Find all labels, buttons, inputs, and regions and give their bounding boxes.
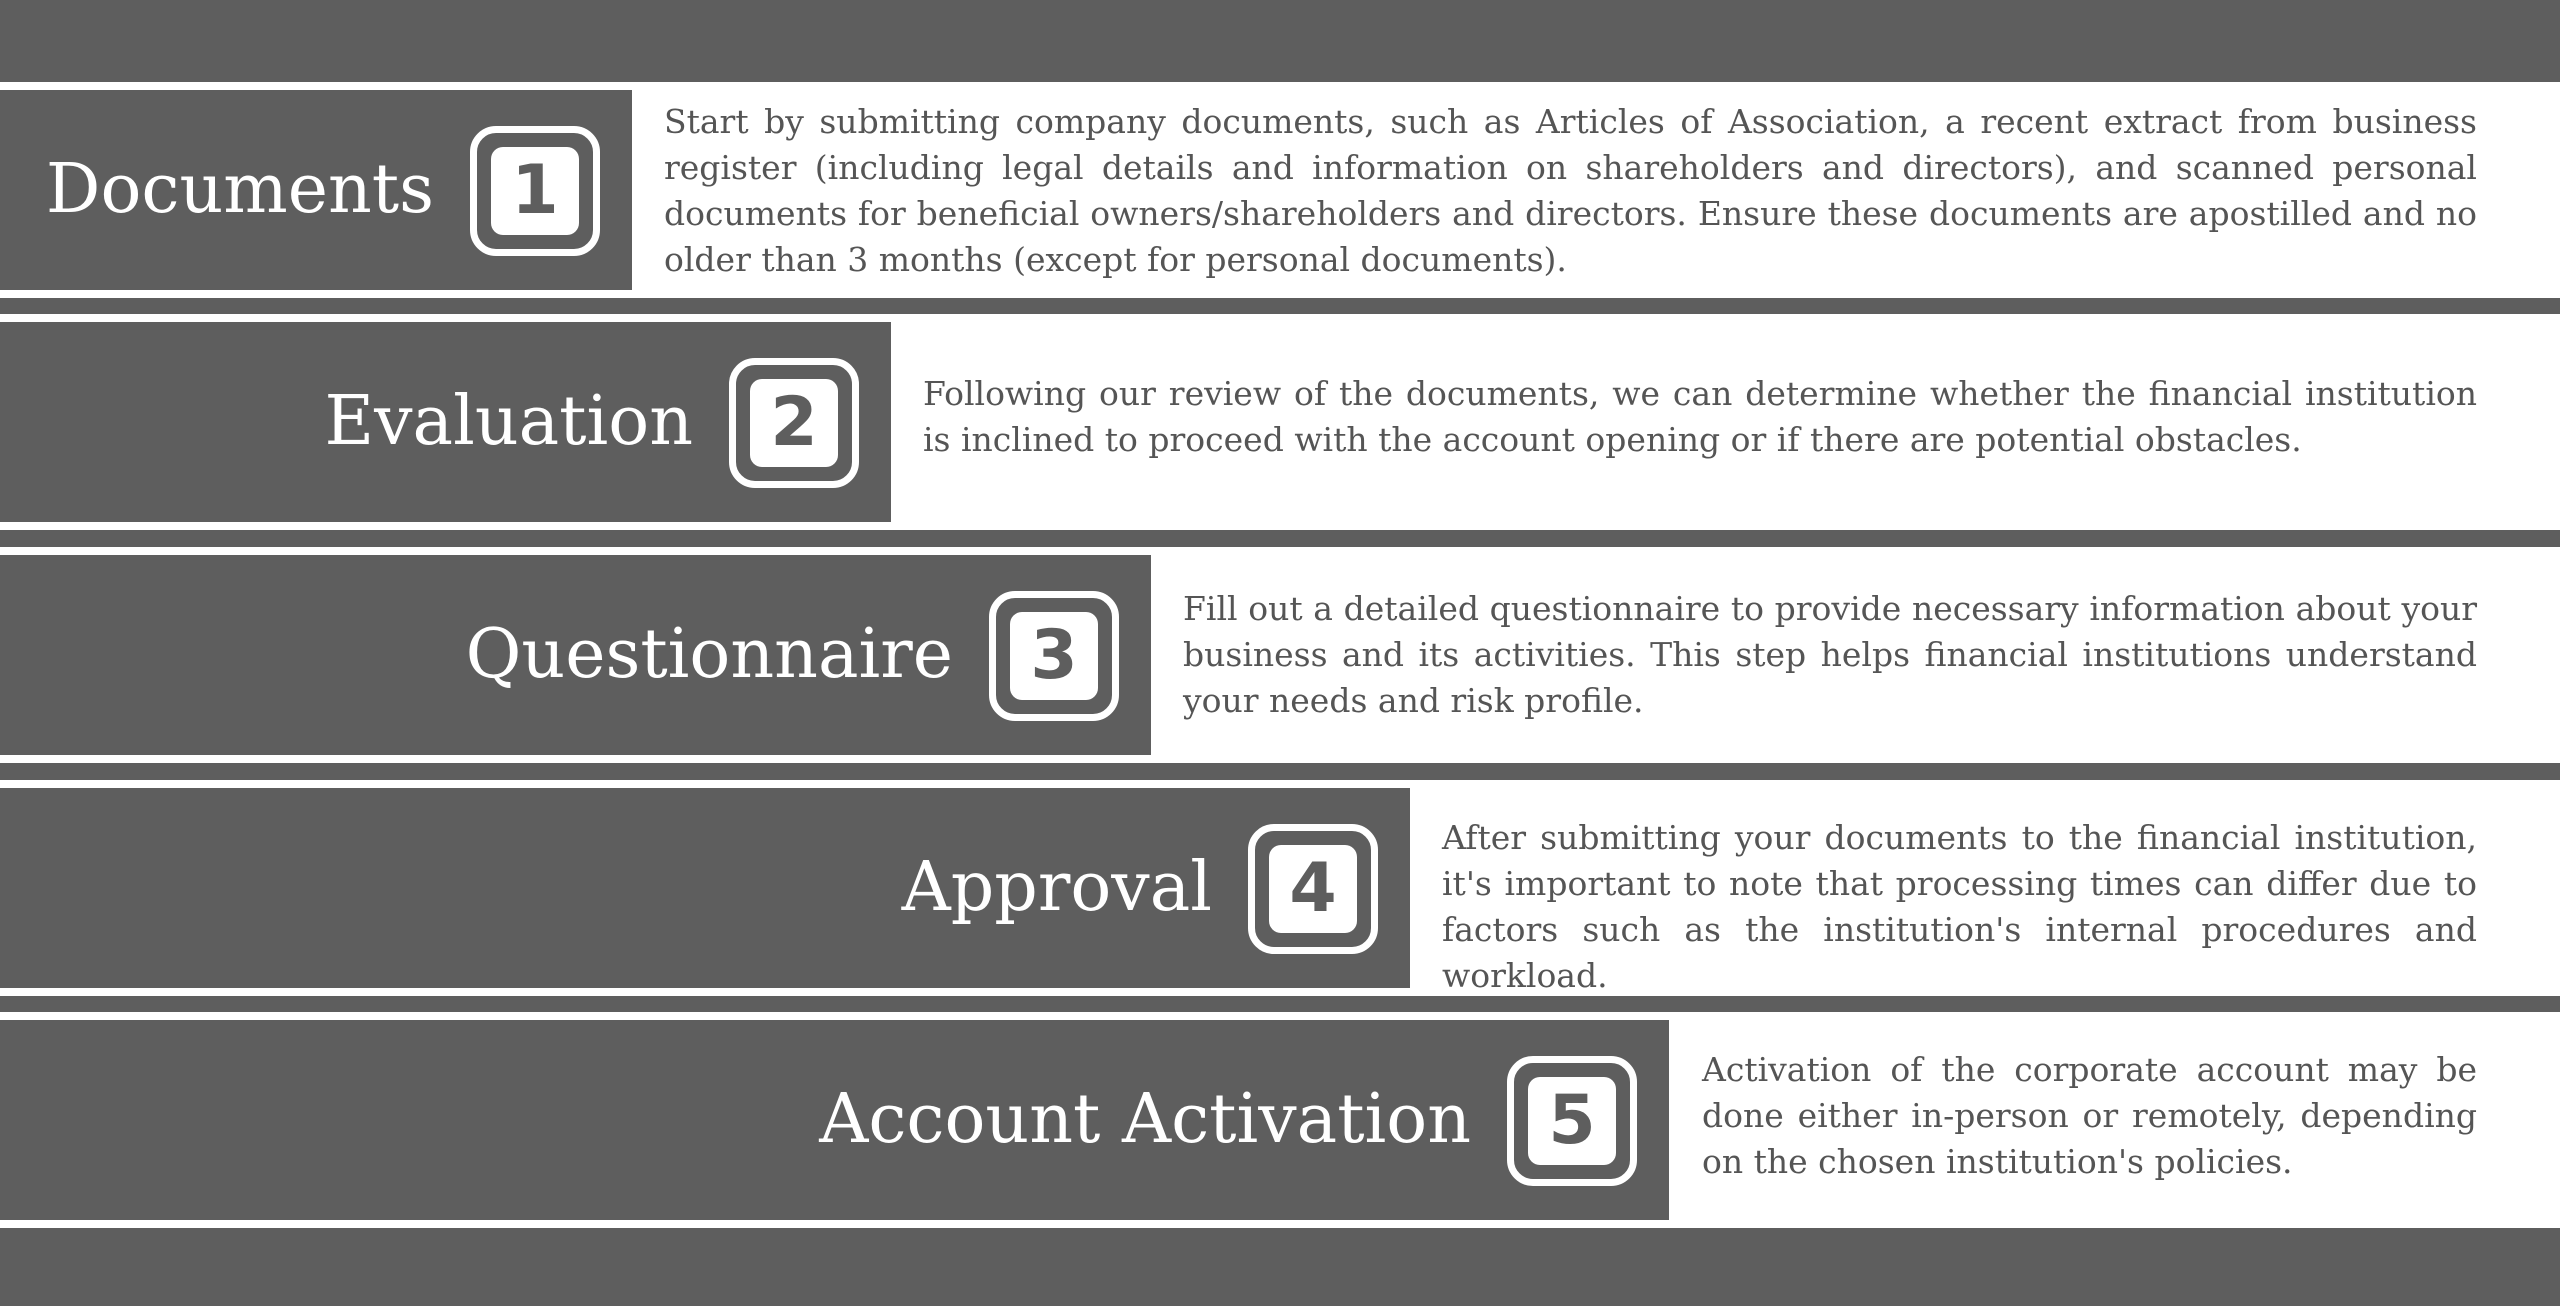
- step-label-box: [0, 90, 632, 290]
- step-title: Documents: [45, 150, 434, 229]
- step-row-account-activation: [0, 1012, 2560, 1228]
- step-description: After submitting your documents to the financial institution, it's important to note that processing times can differ due to factors such as the institution's internal procedures and workload.: [1442, 818, 2477, 995]
- step-label-box: [0, 322, 891, 522]
- step-number-badge: [989, 591, 1119, 721]
- step-number-badge: [470, 126, 600, 256]
- step-number: 4: [1269, 845, 1357, 933]
- step-number-badge: [1507, 1056, 1637, 1186]
- step-description: Following our review of the documents, we can determine whether the financial institution is inclined to proceed with the account opening or if there are potential obstacles.: [923, 374, 2477, 459]
- step-label-box: [0, 555, 1151, 755]
- step-number-badge: [729, 358, 859, 488]
- step-row-evaluation: [0, 314, 2560, 530]
- step-number: 2: [750, 379, 838, 467]
- step-title: Account Activation: [819, 1080, 1471, 1159]
- step-row-approval: [0, 780, 2560, 996]
- step-label-box: [0, 788, 1410, 988]
- step-label-box: [0, 1020, 1669, 1220]
- step-number-badge: [1248, 824, 1378, 954]
- step-number: 5: [1528, 1077, 1616, 1165]
- step-row-questionnaire: [0, 547, 2560, 763]
- step-row-documents: [0, 82, 2560, 298]
- step-title: Approval: [901, 848, 1212, 927]
- step-title: Questionnaire: [465, 615, 953, 694]
- step-description: Fill out a detailed questionnaire to provide necessary information about your business and its activities. This step helps financial institutions understand your needs and risk profile.: [1183, 589, 2477, 720]
- step-description: Start by submitting company documents, such as Articles of Association, a recent extract from business register (including legal details and information on shareholders and directors), and scanned personal documents for beneficial owners/shareholders and directors. Ensure these documents are apostilled and no older than 3 months (except for personal documents).: [664, 102, 2477, 279]
- step-description: Activation of the corporate account may be done either in-person or remotely, depending on the chosen institution's policies.: [1702, 1050, 2477, 1181]
- step-number: 1: [491, 147, 579, 235]
- step-title: Evaluation: [324, 382, 693, 461]
- step-number: 3: [1010, 612, 1098, 700]
